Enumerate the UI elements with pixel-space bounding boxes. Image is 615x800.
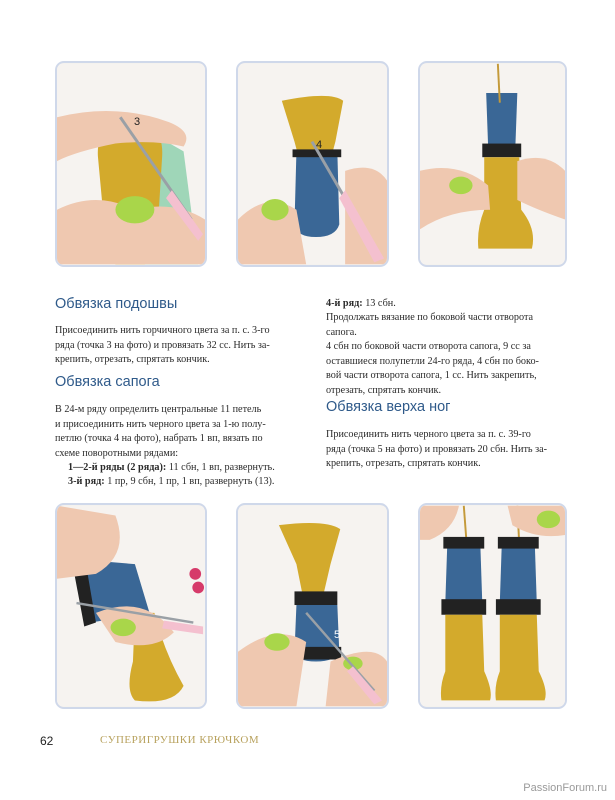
photo-step-4-illustration (57, 505, 205, 707)
photo-step-1 (55, 61, 207, 267)
boot-row-3 (68, 475, 308, 490)
photo-step-5-illustration (238, 505, 387, 707)
running-title: СУПЕРИГРУШКИ КРЮЧКОМ (100, 734, 260, 746)
section-heading-legs: Обвязка верха ног (326, 399, 451, 415)
photo-step-3 (418, 61, 567, 267)
boot-row-1-2-text: 11 сбн, 1 вп, развернуть. (166, 462, 275, 473)
photo-step-2-marker: 4 (316, 139, 323, 151)
boot-row-4 (326, 297, 576, 312)
photo-step-5 (236, 503, 389, 709)
photo-step-5-marker: 5 (334, 629, 341, 641)
photo-step-3-illustration (420, 63, 565, 265)
section-text-legs: Присоединить нить черного цвета за п. с. 39-го ряда (точка 5 на фото) и провязать 20 сбн. Нить за- крепить, отрезать, спрятать кончик. (326, 429, 548, 469)
section-text-sole: Присоединить нить горчичного цвета за п. с. 3-го ряда (точка 3 на фото) и провязать 32 сс. Нить за- крепить, отрезать, спрятать кончик. (55, 325, 270, 365)
photo-step-1-marker: 3 (134, 116, 141, 128)
boot-row-3-text: 1 пр, 9 сбн, 1 пр, 1 вп, развернуть (13). (104, 476, 275, 487)
boot-row-1-2 (68, 461, 308, 476)
section-text-boot: В 24-м ряду определить центральные 11 петель и присоединить нить черного цвета за 1-ю полу- петлю (точка 4 на фото), набрать 1 вп, вязать по схеме поворотными рядами: (55, 404, 266, 459)
boot-row-4-label: 4-й ряд: (326, 298, 363, 309)
photo-step-4 (55, 503, 207, 709)
page-number: 62 (40, 734, 54, 748)
section-heading-sole: Обвязка подошвы (55, 296, 178, 312)
photo-step-2 (236, 61, 389, 267)
photo-step-6-illustration (420, 505, 565, 707)
photo-step-2-illustration (238, 63, 387, 265)
photo-step-1-illustration (57, 63, 205, 265)
boot-row-4-text: 13 сбн. (362, 298, 396, 309)
boot-row-1-2-label: 1—2-й ряды (2 ряда): (68, 462, 167, 473)
section-heading-boot: Обвязка сапога (55, 374, 160, 390)
photo-step-6 (418, 503, 567, 709)
watermark: PassionForum.ru (523, 782, 607, 794)
boot-row-3-label: 3-й ряд: (68, 476, 105, 487)
boot-row-4-continuation: Продолжать вязание по боковой части отворота сапога. 4 сбн по боковой части отворота сапога, 9 сс за оставшиеся полупетли 24-го ряда, 4 сбн по боко- вой части отворота сапога, 1 сс. Нить закрепить, отрезать, спрятать кончик. (326, 312, 539, 396)
